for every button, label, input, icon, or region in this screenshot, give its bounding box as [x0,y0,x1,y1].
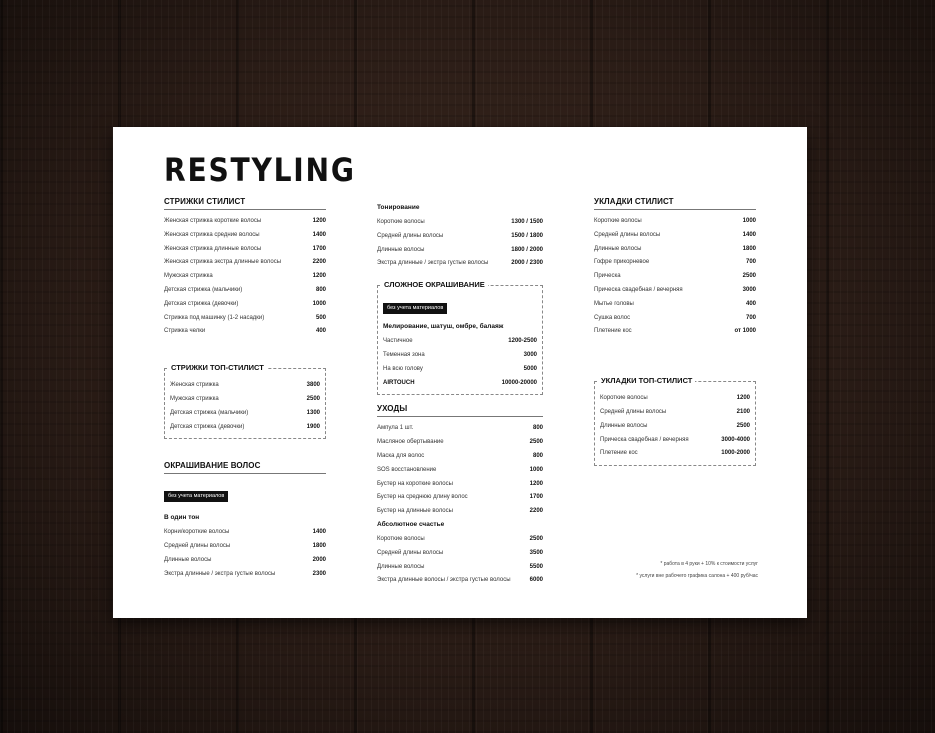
service-name: Ампула 1 шт. [377,425,414,432]
service-price: 10000-20000 [501,379,537,386]
price-row [164,270,326,284]
service-price: 1400 [312,529,326,536]
service-name: Сушка волос [594,314,631,321]
service-name: Корни/короткие волосы [164,529,230,536]
section-title-stylist: СТРИЖКИ СТИЛИСТ [164,197,326,210]
price-row [170,379,320,393]
service-name: Короткие волосы [594,218,642,224]
price-row [377,257,543,271]
price-row [600,406,750,420]
service-price: 1500 / 1800 [511,232,543,239]
price-row [377,216,543,230]
price-row [383,349,537,363]
price-row [594,298,756,312]
service-name: Плетение кос [594,328,632,335]
service-price: 3000-4000 [721,436,750,443]
column-middle [377,204,543,588]
service-name: Бустер на короткие волосы [377,480,453,487]
service-name: Короткие волосы [377,219,425,225]
service-name: Женская стрижка [170,382,219,389]
service-name: Стрижка челки [164,328,206,335]
service-price: 2300 [312,570,326,577]
price-row [377,574,543,588]
badge-wrap [164,484,326,502]
service-price: 1700 [529,494,543,501]
price-row [594,229,756,243]
service-name: Гофре прикорневое [594,259,650,266]
footnote: * работа в 4 руки + 10% к стоимости услуг [660,561,758,567]
price-list [377,422,543,519]
service-price: 2100 [736,408,750,415]
price-row [164,229,326,243]
section-title-care: УХОДЫ [377,404,543,417]
materials-badge: без учета материалов [383,303,447,314]
price-row [377,505,543,519]
service-price: 3000 [523,351,537,358]
logo: RESTYLING [164,151,356,189]
service-price: 1800 / 2000 [511,246,543,253]
service-name: Экстра длинные волосы / экстра густые волосы [377,577,511,584]
section-title-styling: УКЛАДКИ СТИЛИСТ [594,197,756,210]
section-title-top-styling: УКЛАДКИ ТОП-СТИЛИСТ [598,376,695,385]
service-name: Короткие волосы [377,535,425,542]
price-row [377,491,543,505]
service-price: 1200-2500 [508,338,537,345]
service-price: 2200 [529,508,543,515]
service-name: Детская стрижка (мальчики) [164,286,243,293]
service-price: 1400 [312,231,326,238]
service-price: 1000-2000 [721,450,750,457]
service-name: Длинные волосы [600,422,648,429]
price-row [377,422,543,436]
materials-badge: без учета материалов [164,491,228,502]
service-name: Прическа свадебная / вечерняя [600,436,689,443]
footnotes [636,558,758,582]
service-price: 5500 [529,563,543,570]
service-name: Бустер на длинные волосы [377,508,453,515]
service-price: 800 [532,452,543,459]
service-price: 1200 [736,395,750,402]
price-row [164,568,326,582]
price-list [170,379,320,434]
price-row [377,533,543,547]
service-name: Стрижка под машинку (1-2 насадки) [164,314,265,321]
service-price: 2500 [306,395,320,402]
price-row [170,407,320,421]
price-list [164,215,326,339]
service-price: 2200 [312,259,326,266]
subtitle-one-tone: В один тон [164,514,200,522]
service-price: 800 [315,286,326,293]
price-row [377,450,543,464]
service-name: SOS восстановление [377,466,437,473]
service-price: 400 [315,328,326,335]
service-name: Женская стрижка средние волосы [164,231,260,238]
service-name: Женская стрижка экстра длинные волосы [164,259,282,266]
price-row [600,447,750,461]
section-title-coloring: ОКРАШИВАНИЕ ВОЛОС [164,461,326,474]
service-price: 2000 [312,556,326,563]
service-name: Средней длины волосы [377,232,444,239]
service-name: Детская стрижка (девочки) [164,300,239,307]
price-row [377,244,543,258]
service-price: 3500 [529,549,543,556]
service-price: 1200 [312,273,326,280]
price-list [377,533,543,588]
service-name: Мытье головы [594,300,634,307]
service-name: Длинные волосы [164,556,212,563]
section-title-complex: СЛОЖНОЕ ОКРАШИВАНИЕ [381,280,488,289]
service-price: 700 [745,314,756,321]
price-row [594,270,756,284]
price-row [377,436,543,450]
service-price: 1300 [306,409,320,416]
service-name: Частичное [383,338,413,345]
service-price: 1000 [742,218,756,224]
service-name: Длинные волосы [377,246,425,253]
price-row [164,298,326,312]
price-list [164,526,326,581]
service-price: 5000 [523,365,537,372]
service-name: Теменная зона [383,351,425,358]
price-row [164,325,326,339]
service-price: 3000 [742,286,756,293]
price-row [170,393,320,407]
price-row [383,377,537,391]
service-name: Средней длины волосы [594,231,661,238]
price-row [383,363,537,377]
service-price: 6000 [529,577,543,584]
price-row [377,561,543,575]
price-list [383,335,537,390]
price-row [164,554,326,568]
price-row [594,256,756,270]
service-name: Прическа [594,273,621,280]
price-row [164,215,326,229]
service-name: Экстра длинные / экстра густые волосы [377,260,489,267]
subtitle-highlighting: Мелирование, шатуш, омбре, балаяж [383,323,504,331]
service-name: Длинные волосы [594,245,642,252]
price-row [377,547,543,561]
price-row [594,284,756,298]
section-title-top-stylist: СТРИЖКИ ТОП-СТИЛИСТ [168,363,267,372]
service-price: 800 [532,425,543,432]
service-name: Прическа свадебная / вечерняя [594,286,683,293]
service-name: Мужская стрижка [170,395,219,402]
service-name: Бустер на среднюю длину волос [377,494,468,501]
service-price: 2500 [742,273,756,280]
price-row [164,284,326,298]
service-name: Женская стрижка короткие волосы [164,218,262,224]
price-list [600,392,750,461]
service-price: 1900 [306,423,320,430]
price-row [594,312,756,326]
price-row [164,312,326,326]
service-price: 2500 [736,422,750,429]
price-row [594,215,756,229]
price-row [164,526,326,540]
price-row [600,420,750,434]
service-name: Маска для волос [377,452,425,459]
footnote: * услуги вне рабочего графика салона + 400 руб/час [636,573,758,579]
price-list [594,215,756,339]
price-list [377,216,543,271]
price-row [164,256,326,270]
service-price: 1300 / 1500 [511,219,543,225]
service-name: Плетение кос [600,450,638,457]
service-name: Короткие волосы [600,395,648,402]
price-row [377,230,543,244]
subtitle-absolute-happiness: Абсолютное счастье [377,520,445,528]
service-name: Экстра длинные / экстра густые волосы [164,570,276,577]
service-price: 1000 [529,466,543,473]
subtitle-toning: Тонирование [377,204,420,211]
service-price: 2500 [529,535,543,542]
service-price: 1700 [312,245,326,252]
service-name: Средней длины волосы [600,408,667,415]
price-row [594,325,756,339]
service-name: Мужская стрижка [164,273,213,280]
service-name: AIRTOUCH [383,379,415,386]
service-price: 1800 [742,245,756,252]
service-price: 1000 [312,300,326,307]
column-right [594,197,756,466]
section-box-top-styling [594,376,756,466]
price-row [377,478,543,492]
price-row [600,434,750,448]
service-name: Детская стрижка (мальчики) [170,409,249,416]
service-price: 700 [745,259,756,266]
service-price: 1200 [529,480,543,487]
price-row [377,464,543,478]
service-name: Средней длины волосы [164,543,231,550]
service-price: 400 [745,300,756,307]
service-price: 500 [315,314,326,321]
price-list-sheet [113,127,807,618]
price-row [170,421,320,435]
service-price: 1800 [312,543,326,550]
service-price: 2500 [529,439,543,446]
section-box-complex [377,280,543,395]
service-name: Длинные волосы [377,563,425,570]
price-row [594,243,756,257]
service-name: На всю голову [383,365,423,372]
service-price: 2000 / 2300 [511,260,543,267]
service-price: 1200 [312,218,326,224]
service-name: Детская стрижка (девочки) [170,423,245,430]
price-row [383,335,537,349]
service-name: Масляное обертывание [377,439,444,446]
price-row [164,243,326,257]
service-price: от 1000 [734,328,756,335]
price-row [164,540,326,554]
service-name: Женская стрижка длинные волосы [164,245,262,252]
service-name: Средней длины волосы [377,549,444,556]
service-price: 1400 [742,231,756,238]
service-price: 3800 [306,382,320,389]
section-box-top-stylist [164,363,326,439]
column-left [164,197,326,582]
price-row [600,392,750,406]
